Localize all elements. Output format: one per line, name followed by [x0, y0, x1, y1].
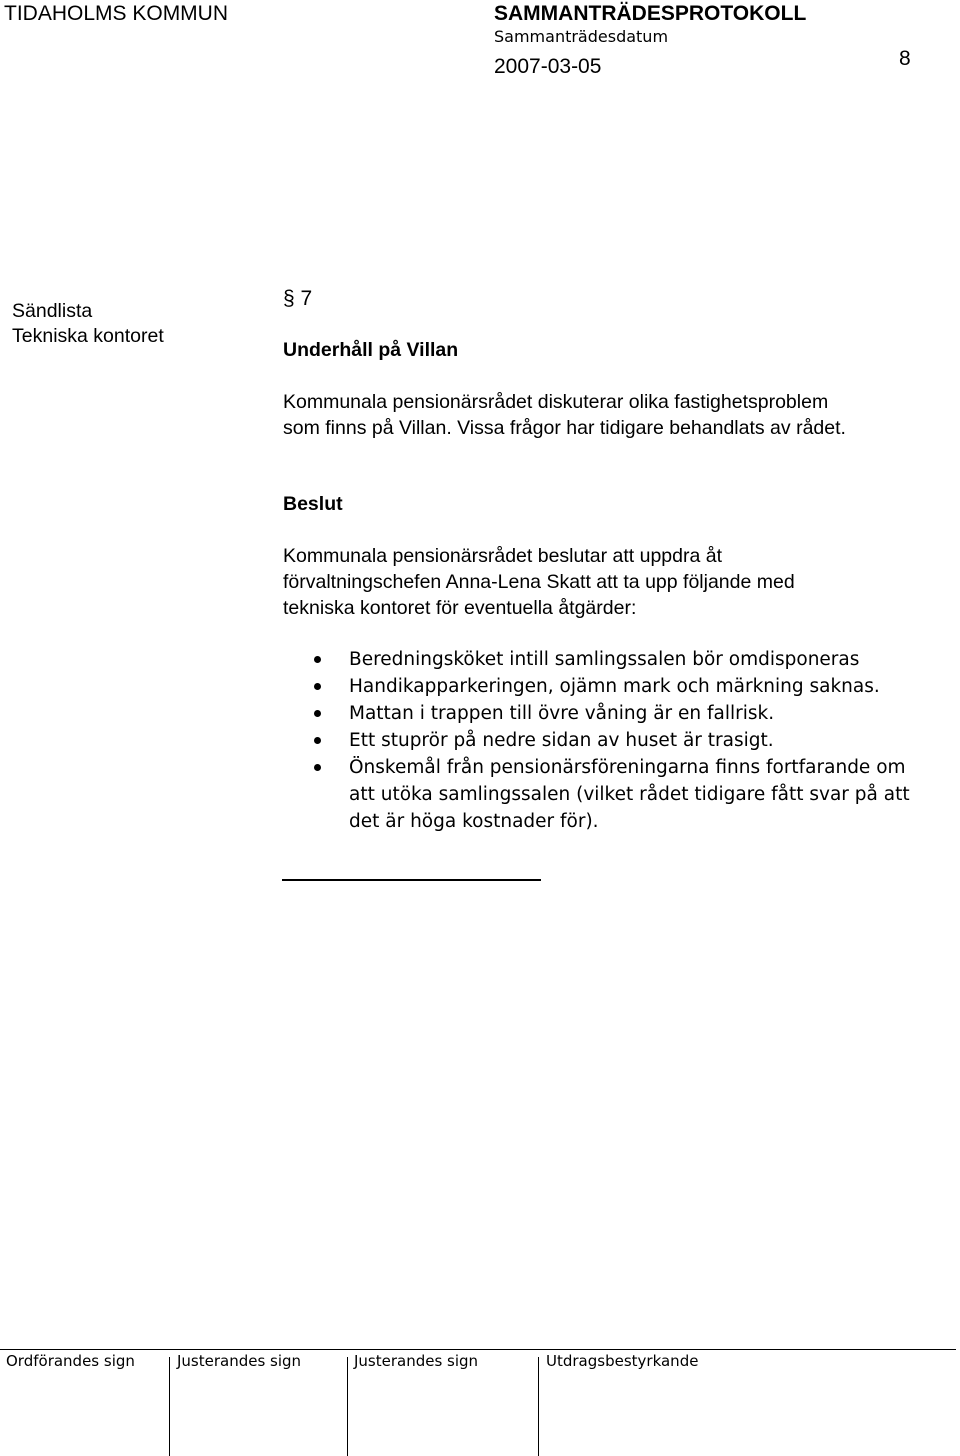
footer-rule: [0, 1349, 956, 1350]
list-item-text: Ett stuprör på nedre sidan av huset är trasigt.: [349, 730, 774, 751]
document-type: SAMMANTRÄDESPROTOKOLL: [494, 2, 807, 25]
bullet-icon: [314, 710, 321, 717]
bullet-icon: [314, 683, 321, 690]
decision-heading: Beslut: [283, 493, 343, 515]
chair-signature-label: Ordförandes sign: [6, 1352, 135, 1370]
list-item: [300, 646, 940, 673]
bullet-icon: [314, 737, 321, 744]
bullet-icon: [314, 656, 321, 663]
list-item-text: Önskemål från pensionärsföreningarna finns fortfarande om: [349, 757, 906, 778]
signature-divider: [169, 1357, 170, 1456]
distribution-recipient: Tekniska kontoret: [12, 325, 164, 347]
list-item: [300, 700, 940, 727]
intro-line: Kommunala pensionärsrådet diskuterar olika fastighetsproblem: [283, 391, 829, 413]
list-item: [300, 727, 940, 754]
adjuster-signature-label-2: Justerandes sign: [354, 1352, 479, 1370]
decision-line: Kommunala pensionärsrådet beslutar att uppdra åt: [283, 545, 723, 567]
action-list: [300, 646, 940, 835]
intro-paragraph: [283, 389, 923, 441]
decision-line: förvaltningschefen Anna-Lena Skatt att ta upp följande med: [283, 571, 795, 593]
list-item-text: att utöka samlingssalen (vilket rådet tidigare fått svar på att: [349, 784, 910, 805]
list-item: [300, 754, 940, 835]
list-item: [300, 673, 940, 700]
section-end-line: [282, 879, 541, 881]
date-label: Sammanträdesdatum: [494, 27, 669, 46]
list-item-text: Handikapparkeringen, ojämn mark och märkning saknas.: [349, 676, 880, 697]
section-title: Underhåll på Villan: [283, 339, 459, 361]
paragraph-number: § 7: [283, 287, 313, 310]
signature-divider: [347, 1357, 348, 1456]
distribution-label: Sändlista: [12, 300, 93, 322]
list-item-text: Mattan i trappen till övre våning är en fallrisk.: [349, 703, 775, 724]
municipality-name: TIDAHOLMS KOMMUN: [4, 2, 229, 25]
certification-label: Utdragsbestyrkande: [546, 1352, 699, 1370]
list-item-text: det är höga kostnader för).: [349, 811, 599, 832]
bullet-icon: [314, 764, 321, 771]
adjuster-signature-label-1: Justerandes sign: [177, 1352, 302, 1370]
page-number: 8: [899, 47, 911, 70]
decision-line: tekniska kontoret för eventuella åtgärder:: [283, 597, 637, 619]
list-item-text: Beredningsköket intill samlingssalen bör omdisponeras: [349, 649, 860, 670]
intro-line: som finns på Villan. Vissa frågor har tidigare behandlats av rådet.: [283, 417, 846, 439]
meeting-date: 2007-03-05: [494, 55, 602, 78]
signature-divider: [538, 1357, 539, 1456]
decision-paragraph: [283, 543, 923, 621]
